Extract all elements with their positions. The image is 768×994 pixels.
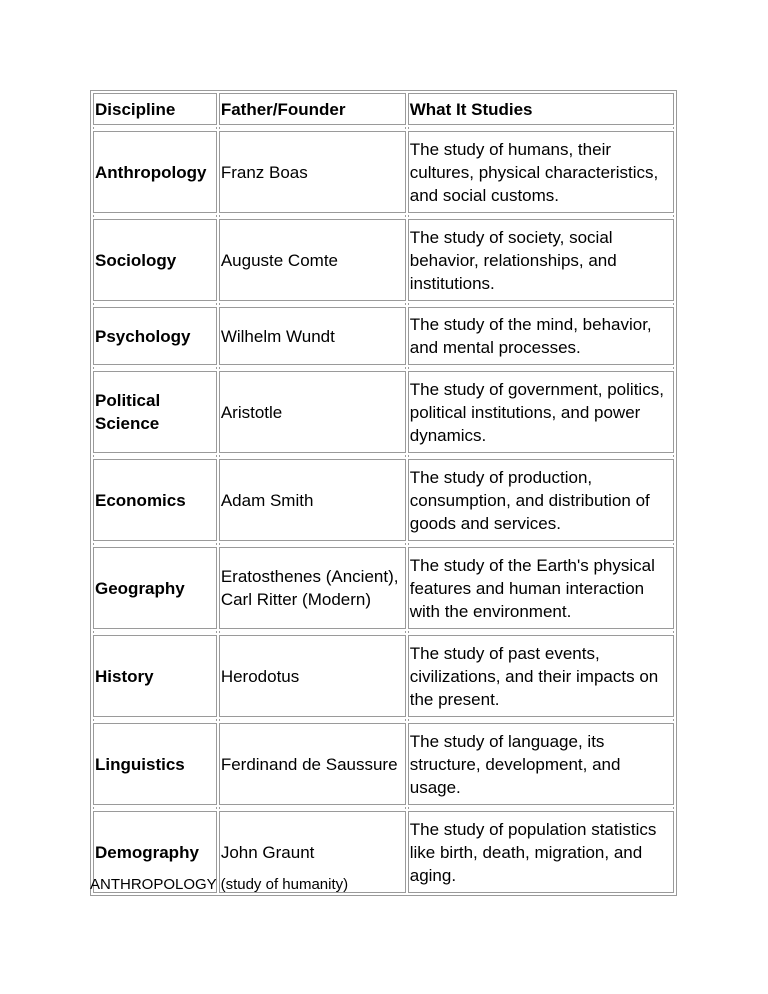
- header-founder: Father/Founder: [219, 93, 406, 125]
- studies-cell: The study of past events, civilizations, and their impacts on the present.: [408, 635, 674, 717]
- header-discipline: Discipline: [93, 93, 217, 125]
- studies-cell: The study of language, its structure, development, and usage.: [408, 723, 674, 805]
- studies-cell: The study of the Earth's physical features and human interaction with the environment.: [408, 547, 674, 629]
- discipline-cell: Geography: [93, 547, 217, 629]
- founder-cell: Eratosthenes (Ancient), Carl Ritter (Modern): [219, 547, 406, 629]
- discipline-cell: Sociology: [93, 219, 217, 301]
- studies-cell: The study of humans, their cultures, physical characteristics, and social customs.: [408, 131, 674, 213]
- table-row: [93, 635, 674, 717]
- founder-cell: Ferdinand de Saussure: [219, 723, 406, 805]
- studies-cell: The study of the mind, behavior, and mental processes.: [408, 307, 674, 365]
- table-row: [93, 131, 674, 213]
- founder-cell: Wilhelm Wundt: [219, 307, 406, 365]
- disciplines-table: [90, 90, 677, 896]
- founder-cell: Auguste Comte: [219, 219, 406, 301]
- discipline-cell: Linguistics: [93, 723, 217, 805]
- discipline-cell: Psychology: [93, 307, 217, 365]
- founder-cell: Franz Boas: [219, 131, 406, 213]
- table-row: [93, 307, 674, 365]
- section-heading: ANTHROPOLOGY (study of humanity): [90, 876, 349, 893]
- discipline-cell: Demography: [93, 811, 217, 893]
- discipline-cell: Economics: [93, 459, 217, 541]
- table-row: [93, 723, 674, 805]
- founder-cell: Adam Smith: [219, 459, 406, 541]
- table-row: [93, 371, 674, 453]
- founder-cell: Herodotus: [219, 635, 406, 717]
- studies-cell: The study of society, social behavior, relationships, and institutions.: [408, 219, 674, 301]
- table-row: [93, 459, 674, 541]
- founder-cell: Aristotle: [219, 371, 406, 453]
- discipline-cell: Anthropology: [93, 131, 217, 213]
- header-studies: What It Studies: [408, 93, 674, 125]
- table-row: [93, 547, 674, 629]
- table-header-row: [93, 93, 674, 125]
- studies-cell: The study of production, consumption, and distribution of goods and services.: [408, 459, 674, 541]
- discipline-cell: History: [93, 635, 217, 717]
- table-row: [93, 219, 674, 301]
- studies-cell: The study of population statistics like birth, death, migration, and aging.: [408, 811, 674, 893]
- founder-cell: John Graunt: [219, 811, 406, 893]
- discipline-cell: Political Science: [93, 371, 217, 453]
- studies-cell: The study of government, politics, political institutions, and power dynamics.: [408, 371, 674, 453]
